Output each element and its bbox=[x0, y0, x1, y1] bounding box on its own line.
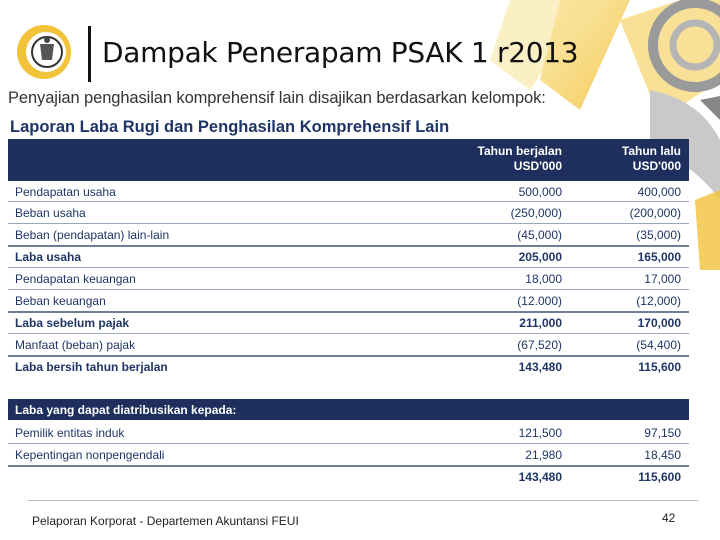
footer-divider bbox=[28, 500, 698, 501]
row-value-current: 121,500 bbox=[518, 426, 562, 440]
column-header-current-line1: Tahun berjalan bbox=[477, 144, 562, 158]
row-label: Laba bersih tahun berjalan bbox=[15, 360, 168, 374]
row-value-prior: (12,000) bbox=[636, 294, 681, 308]
row-label: Manfaat (beban) pajak bbox=[15, 338, 136, 352]
row-value-current: 500,000 bbox=[518, 185, 562, 199]
table-row bbox=[8, 444, 689, 466]
row-value-prior: 165,000 bbox=[637, 250, 681, 264]
table-header bbox=[8, 139, 689, 181]
table-row bbox=[8, 224, 689, 246]
table-row bbox=[8, 356, 689, 378]
total-value-prior: 115,600 bbox=[638, 470, 681, 484]
table-row bbox=[8, 181, 689, 203]
slide-title: Dampak Penerapam PSAK 1 r2013 bbox=[102, 36, 579, 69]
row-value-prior: (54,400) bbox=[636, 338, 681, 352]
row-label: Laba sebelum pajak bbox=[15, 316, 130, 330]
attribution-header bbox=[8, 399, 689, 420]
row-value-current: (12.000) bbox=[517, 294, 562, 308]
column-header-current-line2: USD'000 bbox=[513, 159, 562, 173]
row-value-current: 211,000 bbox=[519, 316, 562, 330]
university-logo bbox=[16, 24, 72, 80]
row-label: Beban usaha bbox=[15, 206, 86, 220]
row-label: Laba usaha bbox=[15, 250, 82, 264]
column-header-prior-line1: Tahun lalu bbox=[621, 144, 681, 158]
row-value-prior: 115,600 bbox=[638, 360, 681, 374]
row-value-current: (45,000) bbox=[517, 228, 562, 242]
row-label: Beban (pendapatan) lain-lain bbox=[15, 228, 170, 242]
row-value-prior: 400,000 bbox=[637, 185, 681, 199]
row-value-prior: (200,000) bbox=[629, 206, 681, 220]
column-header-prior-line2: USD'000 bbox=[632, 159, 681, 173]
row-value-prior: (35,000) bbox=[636, 228, 681, 242]
row-value-current: (67,520) bbox=[517, 338, 562, 352]
row-value-prior: 170,000 bbox=[637, 316, 681, 330]
row-value-current: 205,000 bbox=[518, 250, 562, 264]
report-title: Laporan Laba Rugi dan Penghasilan Komprehensif Lain bbox=[10, 118, 450, 136]
row-value-current: 18,000 bbox=[525, 272, 562, 286]
row-label: Beban keuangan bbox=[15, 294, 106, 308]
table-row bbox=[8, 422, 689, 444]
row-value-current: 143,480 bbox=[518, 360, 562, 374]
title-divider bbox=[88, 26, 91, 82]
table-row bbox=[8, 268, 689, 290]
table-row bbox=[8, 246, 689, 268]
table-row bbox=[8, 334, 689, 356]
row-value-prior: 18,450 bbox=[644, 448, 681, 462]
table-row bbox=[8, 202, 689, 224]
footer-text: Pelaporan Korporat - Departemen Akuntansi FEUI bbox=[32, 514, 299, 528]
table-row bbox=[8, 312, 689, 334]
row-value-current: 21,980 bbox=[525, 448, 562, 462]
row-label: Pendapatan keuangan bbox=[15, 272, 136, 286]
page-number: 42 bbox=[662, 511, 676, 525]
row-value-prior: 97,150 bbox=[644, 426, 681, 440]
row-value-prior: 17,000 bbox=[644, 272, 681, 286]
row-label: Pendapatan usaha bbox=[15, 185, 116, 199]
column-header-current bbox=[478, 144, 562, 174]
row-label: Kepentingan nonpengendali bbox=[15, 448, 165, 462]
total-row bbox=[8, 466, 689, 488]
attribution-header-label: Laba yang dapat diatribusikan kepada: bbox=[15, 403, 237, 417]
column-header-prior bbox=[622, 144, 681, 174]
row-value-current: (250,000) bbox=[510, 206, 562, 220]
slide-subtitle: Penyajian penghasilan komprehensif lain disajikan berdasarkan kelompok: bbox=[8, 89, 546, 107]
total-value-current: 143,480 bbox=[518, 470, 562, 484]
row-label: Pemilik entitas induk bbox=[15, 426, 125, 440]
table-row bbox=[8, 290, 689, 312]
